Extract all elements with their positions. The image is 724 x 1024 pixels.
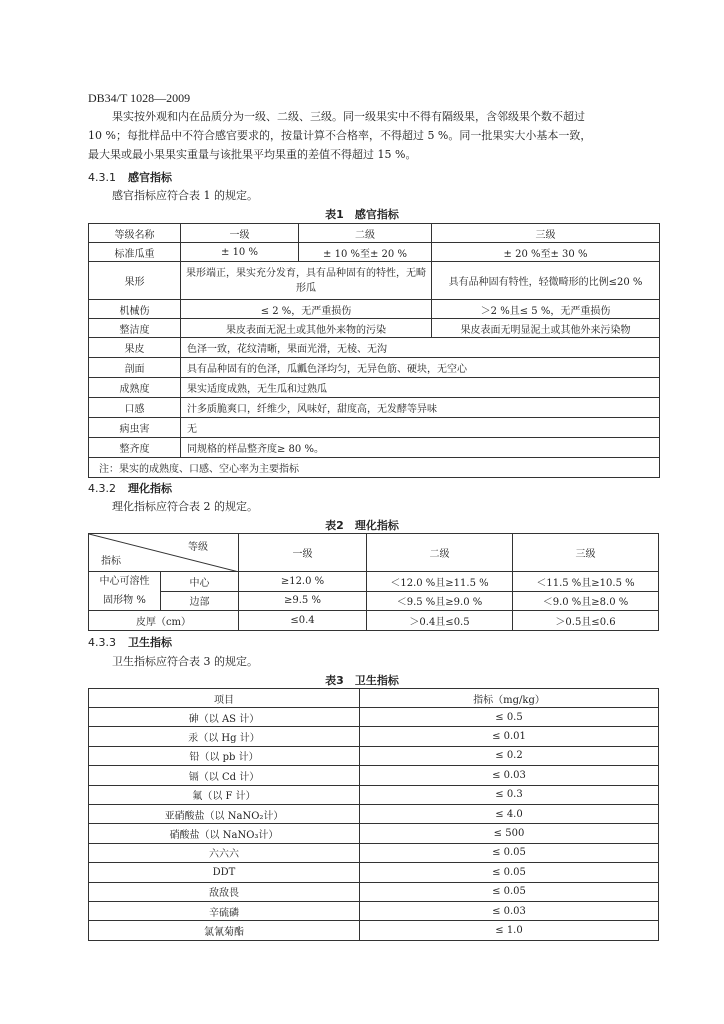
section-text: 理化指标应符合表 2 的规定。 (112, 500, 258, 513)
table-header-cell: 一级 (181, 224, 299, 243)
item-cell: 铅（以 pb 计） (89, 746, 360, 765)
limit-cell: ≤ 0.05 (360, 882, 659, 901)
corner-label-indicator: 指标 (101, 556, 121, 567)
table-header-cell: 一级 (239, 534, 367, 572)
row-label: 病虫害 (89, 418, 181, 438)
table-row (89, 398, 660, 418)
item-cell: 汞（以 Hg 计） (89, 727, 360, 746)
table-header-row (89, 689, 659, 708)
table-cell: 果皮表面无明显泥土或其他外来污染物 (432, 319, 660, 338)
section-text: 卫生指标应符合表 3 的规定。 (112, 655, 258, 668)
limit-cell: ≤ 0.03 (360, 901, 659, 920)
limit-cell: ≤ 1.0 (360, 921, 659, 940)
table-row (89, 319, 660, 338)
limit-cell: ≤ 0.05 (360, 843, 659, 862)
row-label: 果形 (89, 262, 181, 300)
item-cell: 氟（以 F 计） (89, 785, 360, 804)
table-cell: ＜11.5 %且≥10.5 % (513, 572, 659, 592)
section-number: 4.3.3 (88, 636, 116, 649)
table-header-cell: 三级 (513, 534, 659, 572)
table-header-cell: 项目 (89, 689, 360, 708)
diagonal-header-cell (89, 534, 239, 572)
item-cell: 硝酸盐（以 NaNO₃计） (89, 824, 360, 843)
row-label: 剖面 (89, 358, 181, 378)
item-cell: 砷（以 AS 计） (89, 708, 360, 727)
row-label: 口感 (89, 398, 181, 418)
limit-cell: ≤ 500 (360, 824, 659, 843)
table-row (89, 843, 659, 862)
section-heading-4-3-3 (88, 634, 172, 650)
item-cell: 氯氰菊酯 (89, 921, 360, 940)
table-cell: ± 10 %至± 20 % (299, 243, 432, 262)
table-cell: ＜12.0 %且≥11.5 % (367, 572, 513, 592)
limit-cell: ≤ 0.3 (360, 785, 659, 804)
table2-caption: 表2 理化指标 (325, 519, 399, 532)
group-label-line: 固形物 % (103, 595, 146, 606)
group-label-line: 中心可溶性 (99, 576, 150, 587)
table-row (89, 921, 659, 940)
table-cell: ＜9.0 %且≥8.0 % (513, 591, 659, 611)
table-row (89, 418, 660, 438)
table-header-cell: 三级 (432, 224, 660, 243)
table-row (89, 300, 660, 319)
table-row (89, 243, 660, 262)
intro-line: 最大果或最小果果实重量与该批果平均果重的差值不得超过 15 %。 (88, 148, 417, 161)
item-cell: 辛硫磷 (89, 901, 360, 920)
table-cell: ＜9.5 %且≥9.0 % (367, 591, 513, 611)
table-row (89, 804, 659, 823)
table-row (89, 591, 659, 611)
section-title: 卫生指标 (128, 636, 172, 649)
table-row (89, 338, 660, 358)
section-heading-4-3-2 (88, 480, 172, 496)
table-row (89, 901, 659, 920)
intro-line: 10 %；每批样品中不符合感官要求的，按量计算不合格率，不得超过 5 %。同一批果实大小基本一致， (88, 129, 592, 142)
table-cell: ± 20 %至± 30 % (432, 243, 660, 262)
section-number: 4.3.1 (88, 171, 116, 184)
table-cell: ≤ 2 %，无严重损伤 (181, 300, 432, 319)
item-cell: DDT (89, 863, 360, 882)
limit-cell: ≤ 0.01 (360, 727, 659, 746)
row-label: 整洁度 (89, 319, 181, 338)
section-number: 4.3.2 (88, 482, 116, 495)
table-cell: 果实适度成熟，无生瓜和过熟瓜 (181, 378, 660, 398)
physicochemical-table (88, 533, 659, 631)
section-title: 理化指标 (128, 482, 172, 495)
item-cell: 镉（以 Cd 计） (89, 766, 360, 785)
table-cell: ＞0.4且≤0.5 (367, 611, 513, 631)
table-row (89, 766, 659, 785)
table-cell: 果皮表面无泥土或其他外来物的污染 (181, 319, 432, 338)
intro-line: 果实按外观和内在品质分为一级、二级、三级。同一级果实中不得有隔级果，含邻级果个数不超过 (112, 110, 585, 123)
table-cell: ≥12.0 % (239, 572, 367, 592)
row-label: 果皮 (89, 338, 181, 358)
table3-caption: 表3 卫生指标 (325, 674, 399, 687)
row-label: 标准瓜重 (89, 243, 181, 262)
table-header-cell: 指标（mg/kg） (360, 689, 659, 708)
table-cell: ＞2 %且≤ 5 %，无严重损伤 (432, 300, 660, 319)
table-row (89, 882, 659, 901)
limit-cell: ≤ 0.05 (360, 863, 659, 882)
table1-caption: 表1 感官指标 (325, 208, 399, 221)
row-label: 边部 (161, 591, 239, 611)
table-cell: 同规格的样品整齐度≥ 80 %。 (181, 438, 660, 458)
table-note-row (89, 458, 660, 478)
table-row (89, 785, 659, 804)
table-cell: ≤0.4 (239, 611, 367, 631)
section-title: 感官指标 (128, 171, 172, 184)
table-cell: 具有品种固有的色泽，瓜瓤色泽均匀，无异色筋、硬块，无空心 (181, 358, 660, 378)
table-cell: 色泽一致，花纹清晰，果面光滑，无棱、无沟 (181, 338, 660, 358)
group-label (89, 572, 161, 611)
table-cell: 汁多质脆爽口，纤维少，风味好，甜度高，无发酵等异味 (181, 398, 660, 418)
table-cell: ≥9.5 % (239, 591, 367, 611)
item-cell: 六六六 (89, 843, 360, 862)
table-header-cell: 等级名称 (89, 224, 181, 243)
limit-cell: ≤ 0.5 (360, 708, 659, 727)
table-cell: ＞0.5且≤0.6 (513, 611, 659, 631)
table-row (89, 572, 659, 592)
table-row (89, 863, 659, 882)
table-cell: 具有品种固有特性，轻微畸形的比例≤20 % (432, 262, 660, 300)
section-text: 感官指标应符合表 1 的规定。 (112, 189, 258, 202)
row-label: 成熟度 (89, 378, 181, 398)
table-row (89, 438, 660, 458)
table-note: 注：果实的成熟度、口感、空心率为主要指标 (89, 458, 660, 478)
table-row (89, 708, 659, 727)
table-header-row (89, 534, 659, 572)
row-label: 机械伤 (89, 300, 181, 319)
table-header-cell: 二级 (367, 534, 513, 572)
table-row (89, 727, 659, 746)
hygiene-table (88, 688, 659, 941)
limit-cell: ≤ 0.03 (360, 766, 659, 785)
item-cell: 敌敌畏 (89, 882, 360, 901)
section-heading-4-3-1 (88, 169, 172, 185)
row-label: 整齐度 (89, 438, 181, 458)
standard-code: DB34/T 1028—2009 (88, 91, 191, 105)
table-row (89, 824, 659, 843)
table-header-cell: 二级 (299, 224, 432, 243)
table-cell: 无 (181, 418, 660, 438)
table-header-row (89, 224, 660, 243)
table-row (89, 262, 660, 300)
item-cell: 亚硝酸盐（以 NaNO₂计） (89, 804, 360, 823)
limit-cell: ≤ 0.2 (360, 746, 659, 765)
corner-label-grade: 等级 (188, 542, 208, 553)
table-cell: ± 10 % (181, 243, 299, 262)
row-label: 皮厚（cm） (89, 611, 239, 631)
table-row (89, 358, 660, 378)
intro-paragraph (88, 107, 660, 164)
sensory-table (88, 223, 660, 478)
table-row (89, 746, 659, 765)
table-row (89, 611, 659, 631)
limit-cell: ≤ 4.0 (360, 804, 659, 823)
table-cell: 果形端正，果实充分发育，具有品种固有的特性，无畸形瓜 (181, 262, 432, 300)
row-label: 中心 (161, 572, 239, 592)
table-row (89, 378, 660, 398)
